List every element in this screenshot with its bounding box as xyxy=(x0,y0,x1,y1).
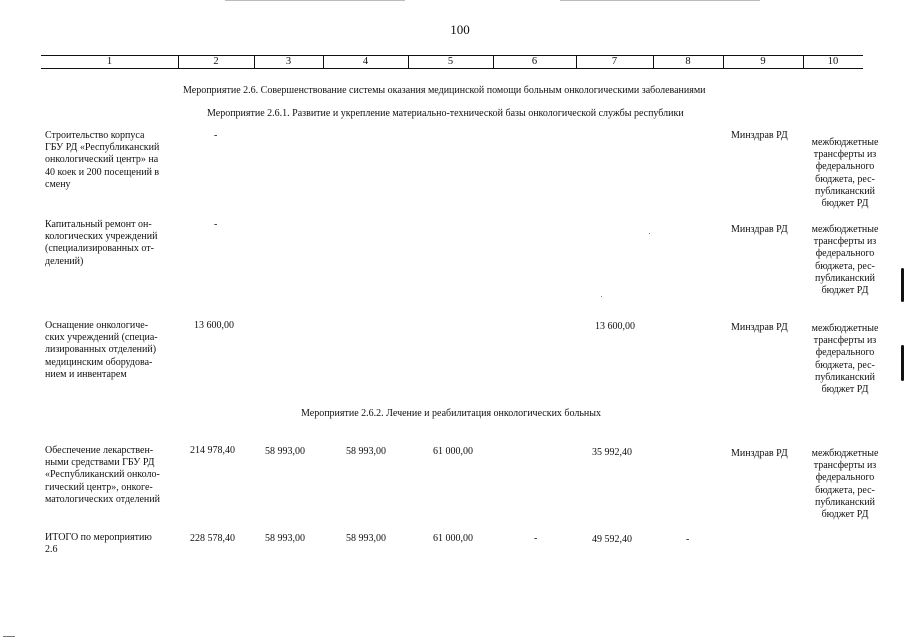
page-number: 100 xyxy=(450,22,470,37)
column-number: 10 xyxy=(827,56,839,67)
scan-mark xyxy=(901,268,904,302)
cell-col2: - xyxy=(214,219,218,230)
section-heading-2-6: Мероприятие 2.6. Совершенствование системы оказания медицинской помощи больным онкологическими заболеваниями xyxy=(183,85,706,96)
source-line: бюджет РД xyxy=(821,509,869,521)
scan-speck xyxy=(601,296,602,297)
funding-source-cell xyxy=(806,224,884,297)
source-line: федерального xyxy=(815,472,875,484)
row-name-line: 2.6 xyxy=(45,544,58,556)
total-col5: 61 000,00 xyxy=(433,533,473,544)
source-line: бюджет РД xyxy=(821,285,869,297)
column-number: 7 xyxy=(611,56,618,67)
column-number: 3 xyxy=(285,56,292,67)
source-line: бюджета, рес- xyxy=(815,484,875,496)
executor-cell: Минздрав РД xyxy=(731,224,788,235)
row-name-line: смену xyxy=(45,178,71,190)
funding-source-cell xyxy=(806,448,884,521)
total-col6: - xyxy=(534,533,538,544)
source-line: межбюджетные xyxy=(811,137,879,148)
total-col7: 49 592,40 xyxy=(592,534,632,545)
total-col4: 58 993,00 xyxy=(346,533,386,544)
column-number: 1 xyxy=(106,56,113,67)
column-header-row xyxy=(41,55,863,69)
cell-col2: - xyxy=(214,130,218,141)
source-line: трансферты из xyxy=(813,460,877,472)
cell-col7: 35 992,40 xyxy=(592,447,632,458)
row-name-capital-repair xyxy=(45,219,173,268)
total-col2: 228 578,40 xyxy=(190,533,235,544)
cell-col4: 58 993,00 xyxy=(346,446,386,457)
source-line: бюджета, рес- xyxy=(815,260,875,272)
source-line: публиканский xyxy=(815,272,875,284)
row-name-equipment xyxy=(45,320,173,381)
source-line: межбюджетные xyxy=(811,448,879,459)
source-line: федерального xyxy=(815,347,875,359)
source-line: бюджета, рес- xyxy=(815,173,875,185)
row-name-line: Оснащение онкологиче- xyxy=(45,320,149,331)
row-name-line: 40 коек и 200 посещений в xyxy=(45,166,160,178)
row-name-line: Строительство корпуса xyxy=(45,130,145,141)
column-number: 2 xyxy=(213,56,219,67)
row-name-total xyxy=(45,532,173,556)
row-name-line: медицинским оборудова- xyxy=(45,356,153,368)
row-name-line: лизированных отделений) xyxy=(45,344,157,356)
source-line: межбюджетные xyxy=(811,323,879,334)
source-line: трансферты из xyxy=(813,149,877,161)
scan-speck xyxy=(649,233,650,234)
executor-cell: Минздрав РД xyxy=(731,448,788,459)
scan-speck xyxy=(3,636,15,637)
cell-col2: 214 978,40 xyxy=(190,445,235,456)
column-number: 8 xyxy=(685,56,691,67)
column-number: 9 xyxy=(760,56,766,67)
top-rule-right xyxy=(560,0,760,1)
row-name-line: Капитальный ремонт он- xyxy=(45,219,152,230)
source-line: федерального xyxy=(815,248,875,260)
source-line: федерального xyxy=(815,161,875,173)
column-number: 6 xyxy=(531,56,538,67)
source-line: публиканский xyxy=(815,185,875,197)
executor-cell: Минздрав РД xyxy=(731,322,788,333)
row-name-line: ИТОГО по мероприятию xyxy=(45,532,152,543)
row-name-line: онкологический центр» на xyxy=(45,154,159,166)
row-name-line: гический центр», онкоге- xyxy=(45,481,153,493)
total-col3: 58 993,00 xyxy=(265,533,305,544)
row-name-line: кологических учреждений xyxy=(45,231,158,243)
row-name-line: ГБУ РД «Республиканский xyxy=(45,142,160,154)
source-line: трансферты из xyxy=(813,236,877,248)
row-name-line: ными средствами ГБУ РД xyxy=(45,457,155,469)
funding-source-cell xyxy=(806,137,884,210)
column-number: 5 xyxy=(447,56,454,67)
source-line: бюджет РД xyxy=(821,198,869,210)
source-line: публиканский xyxy=(815,496,875,508)
row-name-line: матологических отделений xyxy=(45,493,160,505)
total-col8: - xyxy=(686,534,690,545)
column-number: 4 xyxy=(362,56,369,67)
executor-cell: Минздрав РД xyxy=(731,130,788,141)
row-name-construction xyxy=(45,130,173,191)
source-line: бюджета, рес- xyxy=(815,359,875,371)
source-line: публиканский xyxy=(815,371,875,383)
row-name-line: ских учреждений (специа- xyxy=(45,332,158,344)
row-name-line: Обеспечение лекарствен- xyxy=(45,445,154,456)
source-line: трансферты из xyxy=(813,335,877,347)
row-name-line: (специализированных от- xyxy=(45,243,154,255)
cell-col7: 13 600,00 xyxy=(595,321,635,332)
cell-col3: 58 993,00 xyxy=(265,446,305,457)
top-rule-left xyxy=(225,0,405,1)
scan-mark xyxy=(901,345,904,381)
source-line: межбюджетные xyxy=(811,224,879,235)
cell-col2: 13 600,00 xyxy=(194,320,234,331)
cell-col5: 61 000,00 xyxy=(433,446,473,457)
row-name-line: нием и инвентарем xyxy=(45,368,127,380)
row-name-medicines xyxy=(45,445,173,506)
source-line: бюджет РД xyxy=(821,384,869,396)
header-bottom-rule xyxy=(41,68,863,69)
funding-source-cell xyxy=(806,323,884,396)
row-name-line: делений) xyxy=(45,255,84,267)
section-heading-2-6-1: Мероприятие 2.6.1. Развитие и укрепление материально-технической базы онкологической службы республики xyxy=(207,108,684,119)
section-heading-2-6-2: Мероприятие 2.6.2. Лечение и реабилитация онкологических больных xyxy=(301,408,601,419)
row-name-line: «Республиканский онколо- xyxy=(45,469,160,481)
